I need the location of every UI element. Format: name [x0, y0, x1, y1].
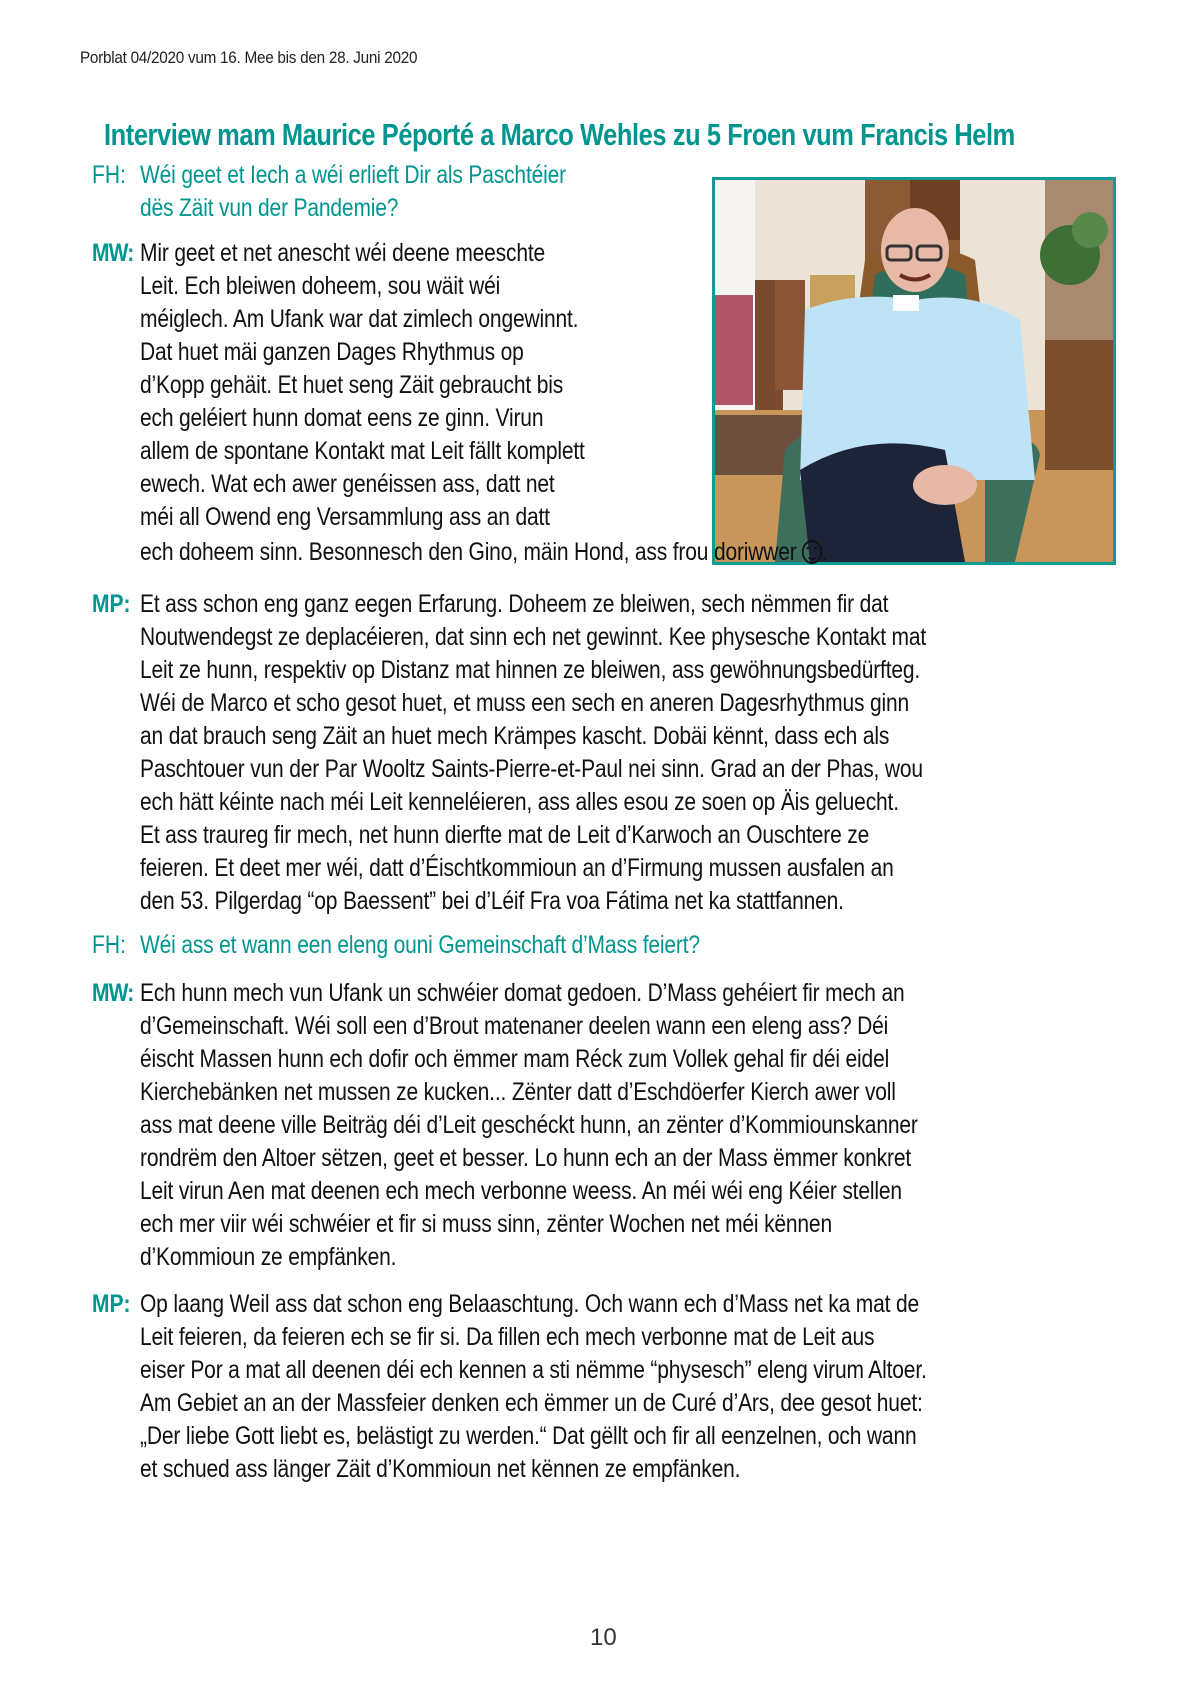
speaker-label-mp: MP: — [92, 590, 131, 618]
answer-line: ass mat deene ville Beiträg déi d’Leit geschéckt hunn, an zënter d’Kommiounskanner — [140, 1111, 918, 1139]
answer-line: Leit. Ech bleiwen doheem, sou wäit wéi — [140, 272, 501, 300]
answer-line: rondrëm den Altoer sëtzen, geet et besser. Lo hunn ech an der Mass ëmmer konkret — [140, 1144, 912, 1172]
portrait-photo-icon — [715, 180, 1113, 562]
question-line: dës Zäit vun der Pandemie? — [140, 194, 399, 222]
answer-line: Leit ze hunn, respektiv op Distanz mat hinnen ze bleiwen, ass gewöhnungsbedürfteg. — [140, 656, 921, 684]
answer-line: Kierchebänken net mussen ze kucken... Zënter datt d’Eschdöerfer Kierch awer voll — [140, 1078, 896, 1106]
answer-line: allem de spontane Kontakt mat Leit fällt komplett — [140, 437, 585, 465]
answer-line: ech hätt kéinte nach méi Leit kenneléieren, ass alles esou ze soen op Äis geluecht. — [140, 788, 899, 816]
answer-line: Et ass schon eng ganz eegen Erfarung. Doheem ze bleiwen, sech nëmmen fir dat — [140, 590, 889, 618]
answer-line: éischt Massen hunn ech dofir och ëmmer mam Réck zum Vollek gehal fir déi eidel — [140, 1045, 890, 1073]
answer-line: ech mer viir wéi schwéier et fir si muss sinn, zënter Wochen net méi kënnen — [140, 1210, 832, 1238]
answer-line: Wéi de Marco et scho gesot huet, et muss een sech en aneren Dagesrhythmus ginn — [140, 689, 909, 717]
answer-line: ewech. Wat ech awer genéissen ass, datt net — [140, 470, 555, 498]
answer-line: eiser Por a mat all deenen déi ech kennen a sti nëmme “physesch” eleng virum Altoer. — [140, 1356, 927, 1384]
question-line: Wéi geet et Iech a wéi erlieft Dir als Paschtéier — [140, 161, 566, 189]
answer-text: ech doheem sinn. Besonnesch den Gino, mäin Hond, ass frou doriwwer — [140, 538, 797, 566]
answer-line: Ech hunn mech vun Ufank un schwéier domat gedoen. D’Mass gehéiert fir mech an — [140, 979, 905, 1007]
question-line: Wéi ass et wann een eleng ouni Gemeinschaft d’Mass feiert? — [140, 931, 700, 959]
portrait-photo — [712, 177, 1116, 565]
speaker-label-mw: MW: — [92, 239, 134, 267]
speaker-label-mw: MW: — [92, 979, 134, 1007]
speaker-label-fh: FH: — [92, 931, 126, 959]
answer-line: Et ass traureg fir mech, net hunn dierfte mat de Leit d’Karwoch an Ouschtere ze — [140, 821, 870, 849]
answer-line: d’Gemeinschaft. Wéi soll een d’Brout matenaner deelen wann een eleng ass? Déi — [140, 1012, 889, 1040]
answer-line: Op laang Weil ass dat schon eng Belaaschtung. Och wann ech d’Mass net ka mat de — [140, 1290, 919, 1318]
answer-line: Mir geet et net anescht wéi deene meeschte — [140, 239, 546, 267]
answer-line-with-emoji — [140, 537, 827, 567]
article-title: Interview mam Maurice Péporté a Marco Wehles zu 5 Froen vum Francis Helm — [104, 117, 1015, 152]
speaker-label-mp: MP: — [92, 1290, 131, 1318]
answer-line: „Der liebe Gott liebt es, belästigt zu werden.“ Dat gëllt och fir all eenzelnen, och wann — [140, 1422, 917, 1450]
answer-line: Noutwendegst ze deplacéieren, dat sinn ech net gewinnt. Kee physesche Kontakt mat — [140, 623, 927, 651]
answer-line: d’Kommioun ze empfänken. — [140, 1243, 397, 1271]
answer-line: an dat brauch seng Zäit an huet mech Krämpes kascht. Dobäi kënnt, dass ech als — [140, 722, 890, 750]
answer-line: Am Gebiet an an der Massfeier denken ech ëmmer un de Curé d’Ars, dee gesot huet: — [140, 1389, 923, 1417]
answer-line: et schued ass länger Zäit d’Kommioun net kënnen ze empfänken. — [140, 1455, 741, 1483]
smiley-icon — [802, 540, 822, 564]
answer-line: ech geléiert hunn domat eens ze ginn. Virun — [140, 404, 544, 432]
page-header: Porblat 04/2020 vum 16. Mee bis den 28. Juni 2020 — [80, 48, 418, 67]
answer-line: feieren. Et deet mer wéi, datt d’Éischtkommioun an d’Firmung mussen ausfalen an — [140, 854, 894, 882]
answer-line: méiglech. Am Ufank war dat zimlech ongewinnt. — [140, 305, 579, 333]
answer-line: Paschtouer vun der Par Wooltz Saints-Pierre-et-Paul nei sinn. Grad an der Phas, wou — [140, 755, 923, 783]
answer-line: Leit virun Aen mat deenen ech mech verbonne weess. An méi wéi eng Kéier stellen — [140, 1177, 902, 1205]
answer-line: d’Kopp gehäit. Et huet seng Zäit gebraucht bis — [140, 371, 564, 399]
answer-line: den 53. Pilgerdag “op Baessent” bei d’Léif Fra voa Fátima net ka stattfannen. — [140, 887, 844, 915]
period: . — [821, 538, 828, 566]
speaker-label-fh: FH: — [92, 161, 126, 189]
answer-line: Dat huet mäi ganzen Dages Rhythmus op — [140, 338, 524, 366]
page-number: 10 — [590, 1624, 617, 1651]
answer-line: Leit feieren, da feieren ech se fir si. Da fillen ech mech verbonne mat de Leit aus — [140, 1323, 875, 1351]
answer-line: méi all Owend eng Versammlung ass an datt — [140, 503, 550, 531]
